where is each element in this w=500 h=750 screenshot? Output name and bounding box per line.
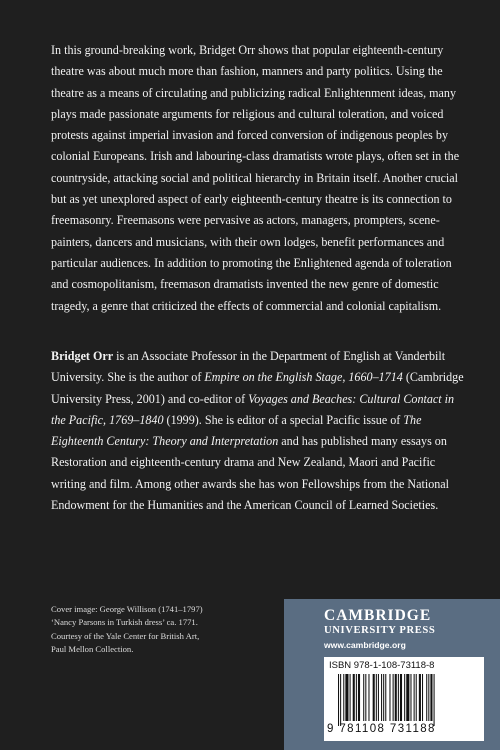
author-bio: [51, 346, 465, 516]
credit-line-1: Cover image: George Willison (1741–1797): [51, 604, 203, 614]
isbn-label: ISBN 978-1-108-73118-8: [329, 660, 435, 671]
publisher-url: www.cambridge.org: [324, 640, 406, 650]
bio-text-4: and has published many essays on Restoration and eighteenth-century drama and New Zealand, Maori and Pacific writing and film. Among other awards she has won Fellowships from the National Endowment for the Humanities and the American Council of Learned Societies.: [51, 434, 450, 513]
author-name: Bridget Orr: [51, 349, 114, 363]
publisher-logo-name: CAMBRIDGE: [324, 607, 432, 624]
bio-text-2: (Cambridge University Press, 2001) and co-editor of: [51, 370, 464, 406]
barcode-box: [324, 657, 484, 741]
cover-image-credit: [51, 603, 271, 656]
credit-line-4: Paul Mellon Collection.: [51, 643, 134, 654]
publisher-panel: [284, 599, 500, 750]
credit-line-2: ‘Nancy Parsons in Turkish dress’ ca. 1771.: [51, 617, 198, 628]
back-cover-blurb: In this ground-breaking work, Bridget Orr shows that popular eighteenth-century theatre was about much more than fashion, manners and party politics. Using the theatre as a means of circulating and publicizing radical Enlightenment ideas, many plays made passionate arguments for religious and cultural toleration, and voiced protests against imperial invasion and forced conversion of indigenous peoples by colonial Europeans. Irish and labouring-class dramatists wrote plays, often set in the countryside, attacking social and political hierarchy in Britain itself. Another crucial but as yet unexplored aspect of early eighteenth-century theatre is its connection to freemasonry. Freemasons were pervasive as actors, managers, prompters, scene-painters, dancers and musicians, with their own lodges, benefit performances and particular audiences. In addition to promoting the Enlightened agenda of toleration and cosmopolitanism, freemason dramatists invented the new genre of domestic tragedy, a genre that criticized the effects of commercial and colonial capitalism.: [51, 43, 460, 313]
bio-text-3: (1999). She is editor of a special Pacific issue of: [163, 412, 404, 427]
bio-text-1: is an Associate Professor in the Department of English at Vanderbilt University. She is the author of: [51, 349, 446, 385]
barcode-bars: [338, 674, 480, 726]
journal-title: The Eighteenth Century: Theory and Interpretation: [51, 412, 422, 449]
ean-digits: 9 781108 731188: [327, 723, 436, 735]
book-title-2: Voyages and Beaches: Cultural Contact in the Pacific, 1769–1840: [51, 391, 455, 427]
credit-line-3: Courtesy of the Yale Center for British Art,: [51, 630, 200, 641]
book-title-1: Empire on the English Stage, 1660–1714: [204, 370, 403, 385]
publisher-logo-subname: UNIVERSITY PRESS: [324, 625, 436, 636]
